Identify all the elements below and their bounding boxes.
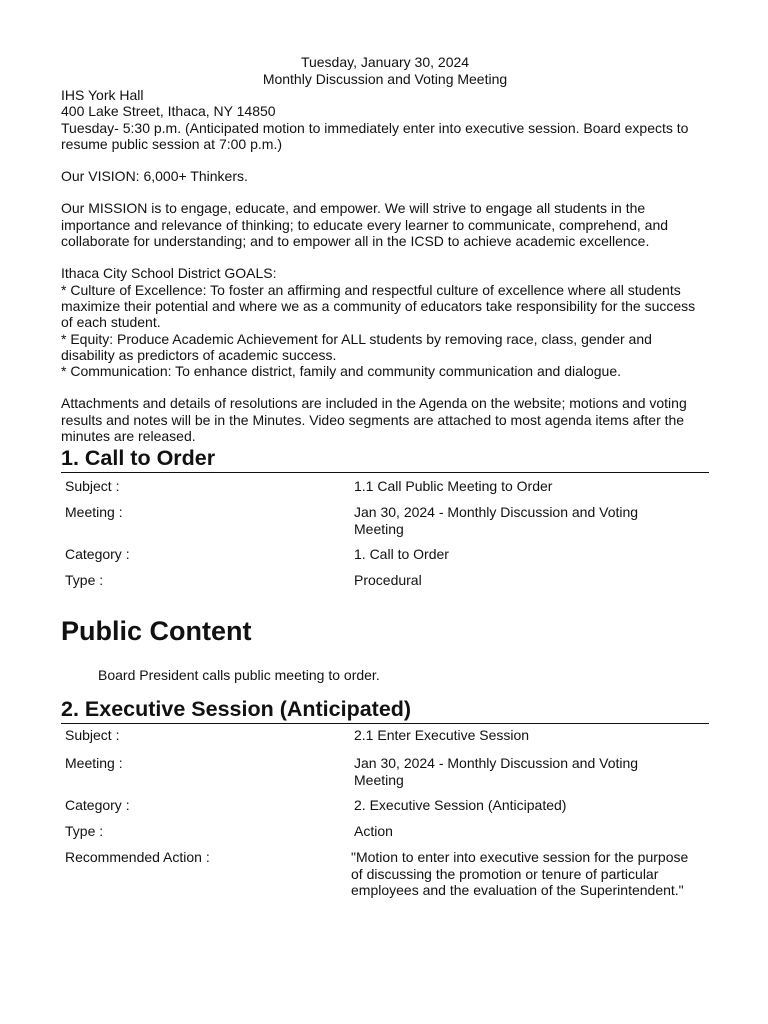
table-row bbox=[61, 818, 709, 844]
meeting-title: Monthly Discussion and Voting Meeting bbox=[262, 70, 508, 87]
section-heading-call-to-order: 1. Call to Order bbox=[61, 445, 709, 473]
field-label: Category : bbox=[65, 797, 130, 814]
recommended-action-text: "Motion to enter into executive session for the purpose of discussing the promotion or tenure of particular employees and the evaluation of the Superintendent." bbox=[351, 849, 689, 898]
time-note: Tuesday- 5:30 p.m. (Anticipated motion to immediately enter into executive session. Board expects to resume public session at 7:00 p.m.) bbox=[61, 119, 689, 152]
table-row bbox=[61, 750, 709, 792]
table-row bbox=[61, 724, 709, 750]
field-label: Type : bbox=[65, 572, 104, 589]
table-row bbox=[61, 541, 709, 567]
field-value: 1. Call to Order bbox=[354, 546, 449, 563]
field-value: Action bbox=[354, 823, 393, 840]
table-row bbox=[61, 792, 709, 818]
field-value: 2.1 Enter Executive Session bbox=[354, 727, 530, 744]
document-header bbox=[61, 54, 709, 87]
public-content-heading: Public Content bbox=[61, 616, 252, 647]
goal-item: * Culture of Excellence: To foster an affirming and respectful culture of excellence where all students maximize their potential and where we as a community of educators take responsibility for the success of each student. bbox=[61, 281, 696, 331]
field-label: Recommended Action : bbox=[65, 849, 210, 866]
item-details-table bbox=[61, 473, 709, 593]
field-value: Jan 30, 2024 - Monthly Discussion and Voting Meeting bbox=[354, 504, 639, 537]
field-label: Meeting : bbox=[65, 504, 123, 521]
mission-statement: Our MISSION is to engage, educate, and empower. We will strive to engage all students in the importance and relevance of thinking; to educate every learner to communicate, comprehend, and collaborate for understanding; and to empower all in the ICSD to achieve academic excellence. bbox=[61, 200, 669, 250]
field-label: Subject : bbox=[65, 727, 120, 744]
attachments-note: Attachments and details of resolutions are included in the Agenda on the website; motions and voting results and notes will be in the Minutes. Video segments are attached to most agenda items after the minutes are released. bbox=[61, 395, 687, 445]
field-value: Procedural bbox=[354, 572, 422, 589]
goals-title: Ithaca City School District GOALS: bbox=[61, 265, 277, 282]
meeting-date: Tuesday, January 30, 2024 bbox=[300, 54, 470, 70]
section-heading-executive-session: 2. Executive Session (Anticipated) bbox=[61, 696, 709, 724]
field-value: 2. Executive Session (Anticipated) bbox=[354, 797, 567, 814]
public-content-text: Board President calls public meeting to order. bbox=[98, 667, 380, 684]
table-row bbox=[61, 567, 709, 593]
table-row bbox=[61, 499, 709, 541]
field-value: Jan 30, 2024 - Monthly Discussion and Voting Meeting bbox=[354, 755, 639, 788]
table-row bbox=[61, 844, 709, 898]
intro-block bbox=[61, 87, 709, 444]
field-value: 1.1 Call Public Meeting to Order bbox=[354, 478, 553, 495]
field-label: Category : bbox=[65, 546, 130, 563]
agenda-document bbox=[61, 54, 709, 898]
field-label: Type : bbox=[65, 823, 104, 840]
item-details-table bbox=[61, 724, 709, 898]
address: 400 Lake Street, Ithaca, NY 14850 bbox=[61, 103, 276, 120]
goal-item: * Equity: Produce Academic Achievement for ALL students by removing race, class, gender and disability as predictors of academic success. bbox=[61, 330, 652, 363]
table-row bbox=[61, 473, 709, 499]
vision-statement: Our VISION: 6,000+ Thinkers. bbox=[61, 168, 248, 185]
goal-item: * Communication: To enhance district, family and community communication and dialogue. bbox=[61, 363, 622, 380]
field-label: Subject : bbox=[65, 478, 120, 495]
location-name: IHS York Hall bbox=[61, 87, 144, 103]
field-label: Meeting : bbox=[65, 755, 123, 772]
